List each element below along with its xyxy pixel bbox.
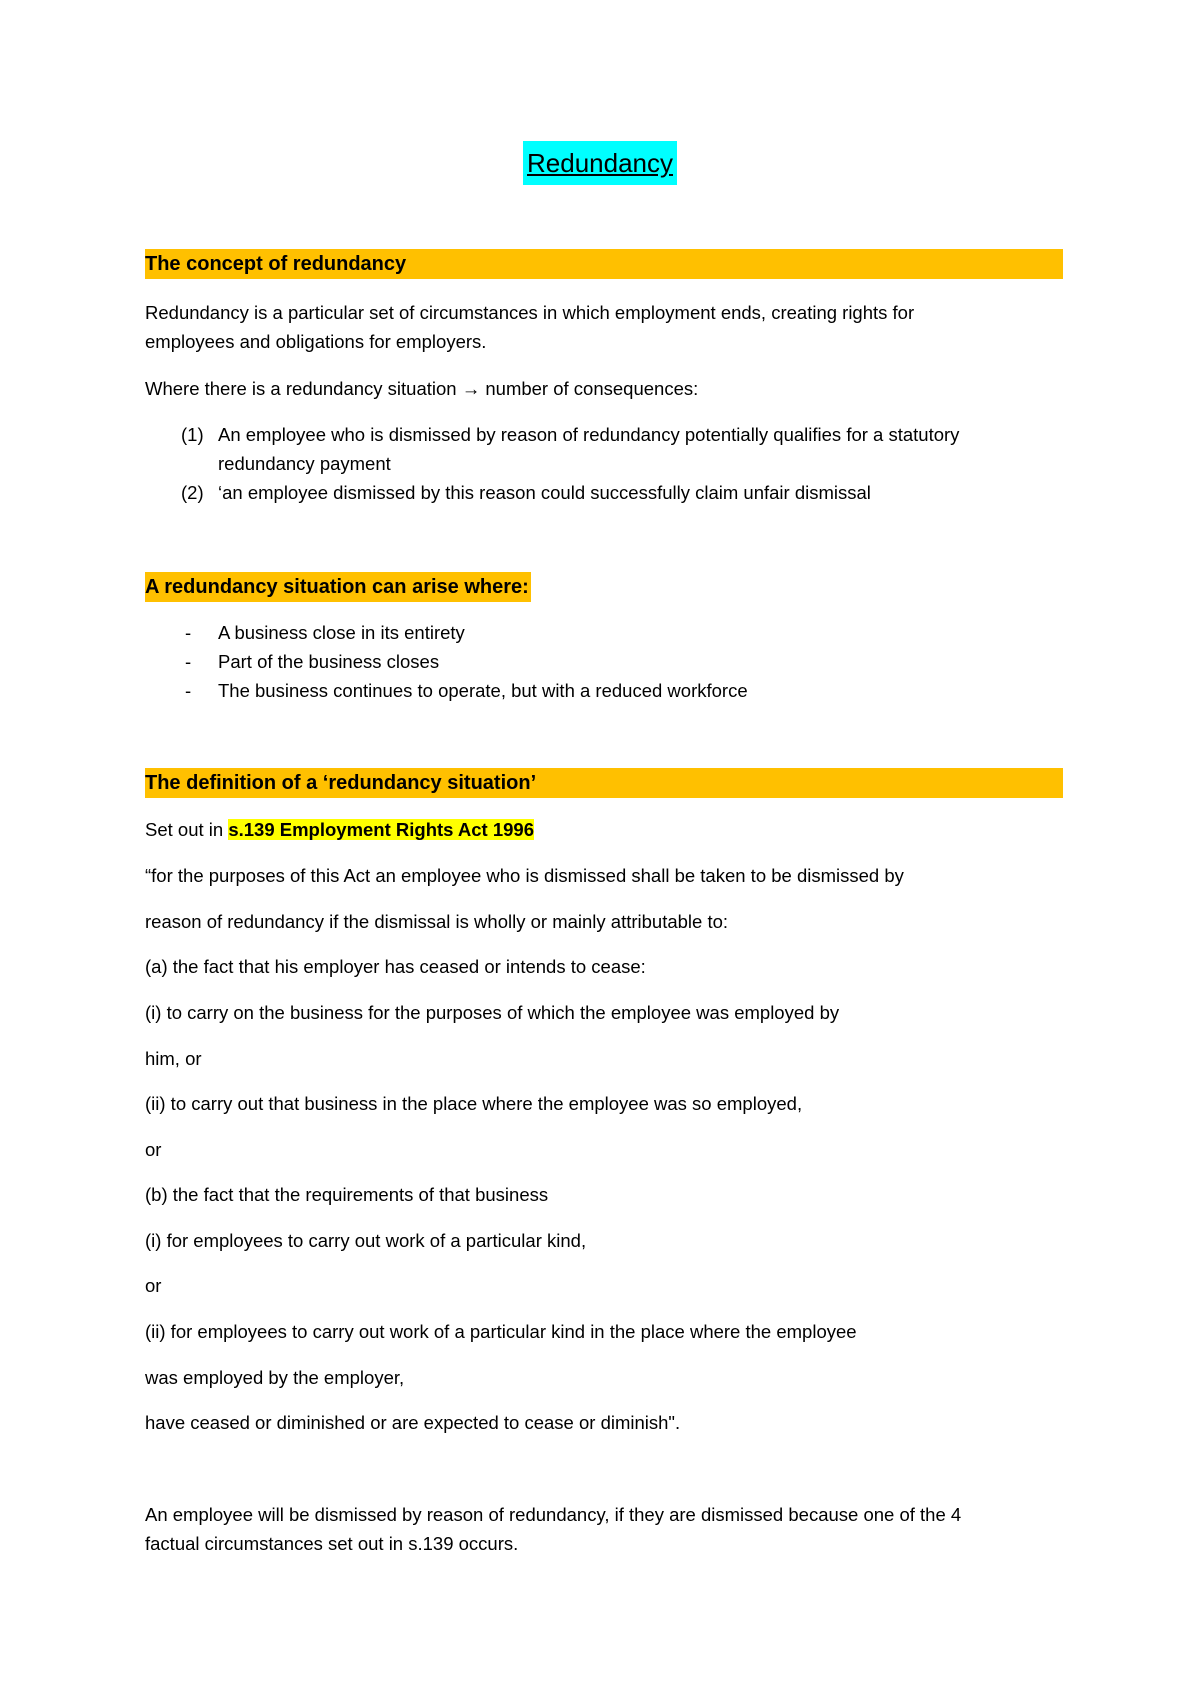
bullet-dash: - <box>185 680 192 701</box>
quote-line: or <box>145 1139 162 1160</box>
conclusion-line: factual circumstances set out in s.139 occurs. <box>145 1533 519 1554</box>
list-item-number: (2) <box>181 482 204 503</box>
section-heading-concept <box>145 249 1063 279</box>
page-title: Redundancy <box>523 141 677 185</box>
quote-line: was employed by the employer, <box>145 1367 405 1388</box>
quote-line: (a) the fact that his employer has ceased or intends to cease: <box>145 956 646 977</box>
concept-paragraph-line: employees and obligations for employers. <box>145 331 487 352</box>
quote-line: (i) for employees to carry out work of a particular kind, <box>145 1230 587 1251</box>
quote-line: “for the purposes of this Act an employee who is dismissed shall be taken to be dismissed by <box>145 865 904 886</box>
quote-line: him, or <box>145 1048 202 1069</box>
bullet-item: Part of the business closes <box>218 651 440 672</box>
quote-line: have ceased or diminished or are expected to cease or diminish". <box>145 1412 681 1433</box>
quote-line: (ii) for employees to carry out work of a particular kind in the place where the employee <box>145 1321 857 1342</box>
bullet-dash: - <box>185 651 192 672</box>
conclusion-line: An employee will be dismissed by reason of redundancy, if they are dismissed because one of the 4 <box>145 1504 962 1525</box>
list-item-text: An employee who is dismissed by reason of redundancy potentially qualifies for a statutory <box>218 424 960 445</box>
bullet-dash: - <box>185 622 192 643</box>
quote-line: (b) the fact that the requirements of that business <box>145 1184 549 1205</box>
quote-line: or <box>145 1275 162 1296</box>
section-heading-definition <box>145 768 1063 798</box>
list-item-number: (1) <box>181 424 204 445</box>
quote-line: (ii) to carry out that business in the place where the employee was so employed, <box>145 1093 803 1114</box>
list-item-text: redundancy payment <box>218 453 391 474</box>
title-wrap <box>0 141 1200 185</box>
consequences-intro: Where there is a redundancy situation → number of consequences: <box>145 378 699 399</box>
section-heading-definition-text: The definition of a ‘redundancy situation’ <box>145 772 537 794</box>
statute-reference: s.139 Employment Rights Act 1996 <box>228 819 535 840</box>
set-out-line <box>145 818 534 842</box>
section-heading-arise <box>145 572 531 602</box>
concept-paragraph-line: Redundancy is a particular set of circumstances in which employment ends, creating rights for <box>145 302 915 323</box>
list-item-text: ‘an employee dismissed by this reason could successfully claim unfair dismissal <box>218 482 871 503</box>
bullet-item: The business continues to operate, but with a reduced workforce <box>218 680 748 701</box>
section-heading-concept-text: The concept of redundancy <box>145 253 407 275</box>
bullet-item: A business close in its entirety <box>218 622 465 643</box>
quote-line: (i) to carry on the business for the purposes of which the employee was employed by <box>145 1002 840 1023</box>
set-out-prefix: Set out in <box>145 819 229 840</box>
section-heading-arise-text: A redundancy situation can arise where: <box>145 576 529 598</box>
quote-line: reason of redundancy if the dismissal is wholly or mainly attributable to: <box>145 911 729 932</box>
